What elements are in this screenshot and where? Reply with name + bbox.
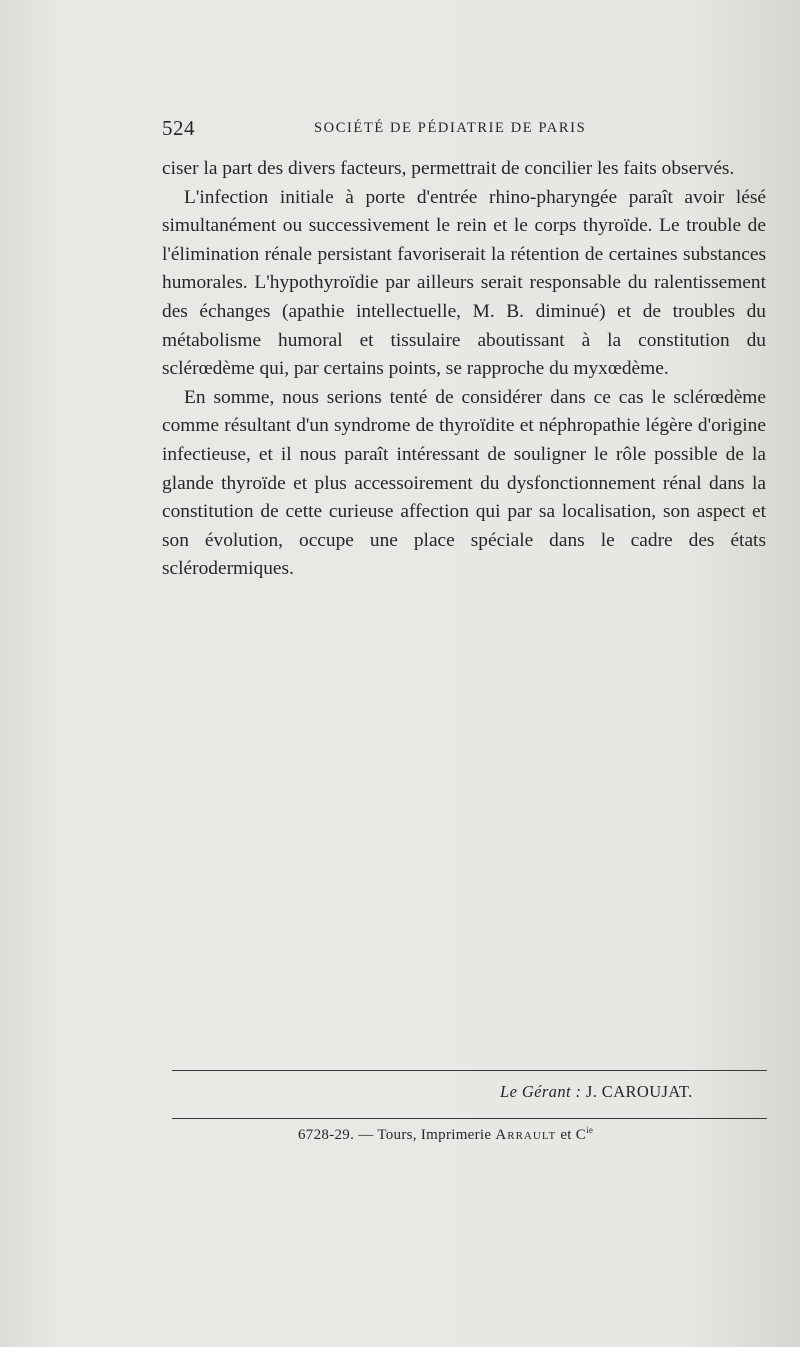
imprint-printer-prefix: Imprimerie — [420, 1127, 492, 1143]
page-number: 524 — [162, 116, 195, 140]
imprint-number: 6728-29. — [298, 1127, 355, 1143]
imprint-dash: — — [358, 1127, 374, 1143]
signature-role: Le Gérant : — [500, 1082, 582, 1101]
bottom-divider — [172, 1118, 767, 1119]
body-text — [162, 155, 766, 584]
signature — [500, 1082, 693, 1102]
printer-imprint — [298, 1125, 593, 1144]
paragraph-2: L'infection initiale à porte d'entrée rhino-pharyngée paraît avoir lésé simultanément ou successivement le rein et le corps thyroïde. Le trouble de l'élimination rénale persistant favoriserait la rétention de certaines substances humorales. L'hypothyroïdie par ailleurs serait responsable du ralentissement des échanges (apathie intellectuelle, M. B. diminué) et de troubles du métabolisme humoral et tissulaire aboutissant à la constitution du sclérœdème qui, par certains points, se rapproche du myxœdème. — [162, 186, 766, 380]
imprint-printer-sup: ie — [586, 1125, 594, 1135]
top-divider — [172, 1070, 767, 1071]
imprint-city: Tours, — [377, 1127, 417, 1143]
paragraph-3: En somme, nous serions tenté de considérer dans ce cas le sclérœdème comme résultant d'un syndrome de thyroïdite et néphropathie légère d'origine infectieuse, et il nous paraît intéressant de souligner le rôle possible de la glande thyroïde et plus accessoirement du dysfonctionnement rénal dans la constitution de cette curieuse affection qui par sa localisation, son aspect et son évolution, occupe une place spéciale dans le cadre des états sclérodermiques. — [162, 386, 766, 580]
imprint-printer-suffix: et C — [560, 1127, 587, 1143]
running-head — [162, 112, 762, 142]
journal-title: SOCIÉTÉ DE PÉDIATRIE DE PARIS — [314, 120, 587, 136]
imprint-printer-name: Arrault — [495, 1127, 557, 1143]
paragraph-1: ciser la part des divers facteurs, permettrait de concilier les faits observés. — [162, 158, 735, 179]
signature-name: J. CAROUJAT. — [585, 1082, 693, 1101]
